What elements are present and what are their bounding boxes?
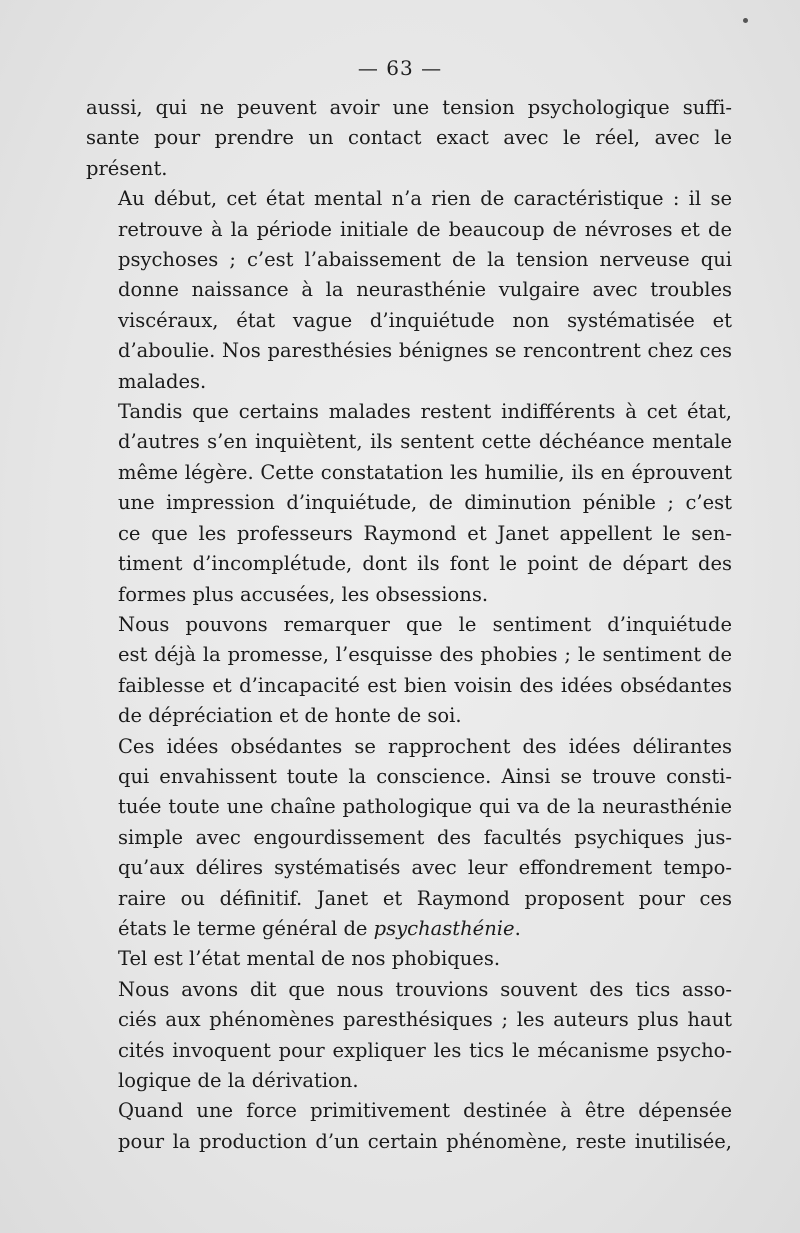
text-line: de dépréciation et de honte de soi. (118, 704, 462, 728)
text-line: qu’aux délires systématisés avec leur effondrement tempo- (118, 856, 732, 880)
text-line: psychoses ; c’est l’abaissement de la tension nerveuse qui (118, 248, 732, 272)
text-line: simple avec engourdissement des facultés psychiques jus- (118, 825, 732, 849)
text-fragment: états le terme général de (118, 916, 374, 940)
paragraph (86, 397, 732, 610)
text-line: ciés aux phénomènes paresthésiques ; les auteurs plus haut (118, 1008, 732, 1032)
text-line: logique de la dérivation. (118, 1069, 359, 1092)
paragraph (86, 1096, 732, 1157)
text-line: Au début, cet état mental n’a rien de caractéristique : il se (118, 187, 732, 211)
text-line: d’aboulie. Nos paresthésies bénignes se rencontrent chez ces (118, 339, 732, 363)
text-line: viscéraux, état vague d’inquiétude non systématisée et (118, 308, 732, 332)
text-line: pour la production d’un certain phénomène, reste inutilisée, (118, 1129, 732, 1153)
text-line: sante pour prendre un contact exact avec le réel, avec le (86, 126, 732, 150)
ink-speck (743, 18, 748, 23)
text-line: Nous avons dit que nous trouvions souvent des tics asso- (118, 977, 732, 1001)
text-line: qui envahissent toute la conscience. Ainsi se trouve consti- (118, 764, 732, 788)
page-number: — 63 — (357, 56, 443, 80)
text-line: retrouve à la période initiale de beaucoup de névroses et de (118, 217, 732, 241)
text-line: formes plus accusées, les obsessions. (118, 582, 489, 606)
text-fragment: . (514, 916, 521, 940)
paragraph (86, 944, 732, 974)
text-line: Tandis que certains malades restent indifférents à cet état, (118, 400, 732, 424)
text-line: donne naissance à la neurasthénie vulgaire avec troubles (118, 278, 732, 302)
paragraph (86, 732, 732, 945)
text-line: ce que les professeurs Raymond et Janet appellent le sen- (118, 521, 732, 545)
body-text (86, 93, 732, 1157)
paragraph (86, 975, 732, 1097)
paragraph (86, 93, 732, 184)
paragraph (86, 610, 732, 732)
text-line: raire ou définitif. Janet et Raymond proposent pour ces (118, 886, 732, 910)
text-line: même légère. Cette constatation les humilie, ils en éprouvent (118, 460, 732, 484)
text-line: aussi, qui ne peuvent avoir une tension psychologique suffi- (86, 96, 732, 119)
text-line: timent d’incomplétude, dont ils font le point de départ des (118, 552, 732, 576)
text-line: est déjà la promesse, l’esquisse des phobies ; le sentiment de (118, 643, 732, 667)
text-line: Tel est l’état mental de nos phobiques. (118, 947, 501, 971)
text-line: tuée toute une chaîne pathologique qui va de la neurasthénie (118, 795, 732, 819)
text-line: malades. (118, 369, 207, 393)
text-line: d’autres s’en inquiètent, ils sentent cette déchéance mentale (118, 430, 732, 454)
text-line (86, 914, 732, 944)
emphasis-term: psychasthénie (373, 916, 515, 940)
text-line: Nous pouvons remarquer que le sentiment d’inquiétude (118, 612, 732, 636)
text-line: Ces idées obsédantes se rapprochent des idées délirantes (118, 734, 732, 758)
text-line: une impression d’inquiétude, de diminution pénible ; c’est (118, 491, 732, 515)
text-line: cités invoquent pour expliquer les tics le mécanisme psycho- (118, 1038, 732, 1062)
paragraph (86, 184, 732, 397)
text-line: Quand une force primitivement destinée à être dépensée (118, 1099, 732, 1123)
text-line: présent. (86, 156, 168, 180)
text-line: faiblesse et d’incapacité est bien voisin des idées obsédantes (118, 673, 732, 697)
